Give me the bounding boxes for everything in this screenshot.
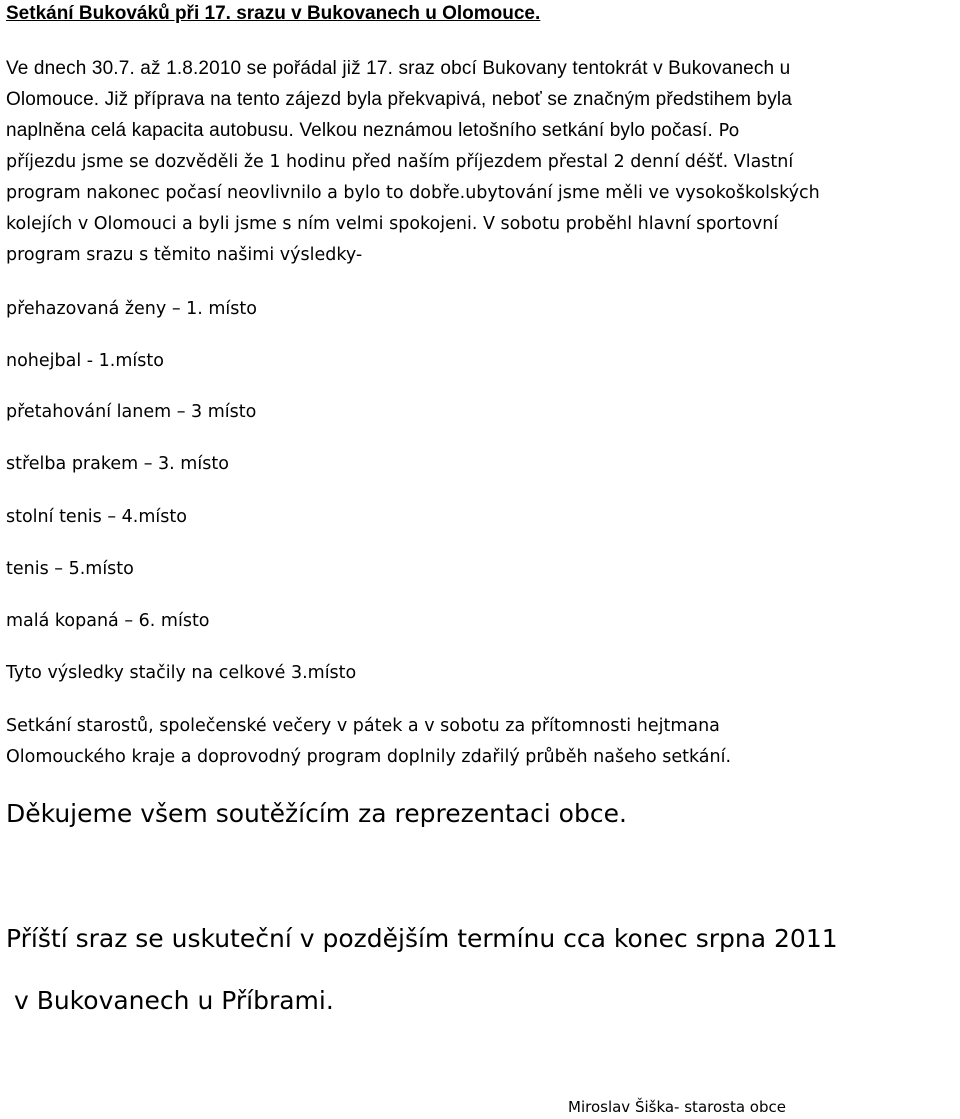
intro-line-text: naplněna celá kapacita autobusu. Velkou neznámou letošního setkání bylo počasí. (6, 120, 713, 141)
result-item: nohejbal - 1.místo (6, 351, 164, 371)
signature: Miroslav Šiška- starosta obce (568, 1098, 786, 1116)
next-meeting-line: Příští sraz se uskuteční v pozdějším termínu cca konec srpna 2011 (6, 924, 838, 953)
overall-result: Tyto výsledky stačily na celkové 3.místo (6, 663, 357, 683)
intro-line: Ve dnech 30.7. až 1.8.2010 se pořádal již 17. sraz obcí Bukovany tentokrát v Bukovanech u (6, 58, 791, 79)
body-line: příjezdu jsme se dozvěděli že 1 hodinu před naším příjezdem přestal 2 denní déšť. Vlastní (6, 152, 794, 172)
result-item: přetahování lanem – 3 místo (6, 402, 257, 422)
closing-line: Olomouckého kraje a doprovodný program doplnily zdařilý průběh našeho setkání. (6, 747, 732, 767)
body-line: program nakonec počasí neovlivnilo a bylo to dobře.ubytování jsme měli ve vysokoškolských (6, 183, 820, 203)
body-line: program srazu s těmito našimi výsledky- (6, 245, 363, 265)
intro-line-tail: Po (712, 121, 740, 141)
closing-line: Setkání starostů, společenské večery v pátek a v sobotu za přítomnosti hejtmana (6, 716, 720, 736)
result-item: malá kopaná – 6. místo (6, 611, 210, 631)
result-item: přehazovaná ženy – 1. místo (6, 299, 257, 319)
body-line: kolejích v Olomouci a byli jsme s ním velmi spokojeni. V sobotu proběhl hlavní sportovní (6, 214, 779, 234)
result-item: tenis – 5.místo (6, 559, 134, 579)
thanks-heading: Děkujeme všem soutěžícím za reprezentaci obce. (6, 799, 627, 828)
intro-line-last (6, 119, 740, 143)
intro-line: Olomouce. Již příprava na tento zájezd byla překvapivá, neboť se značným předstihem byla (6, 89, 793, 110)
result-item: střelba prakem – 3. místo (6, 454, 229, 474)
next-meeting-line: v Bukovanech u Příbrami. (6, 986, 334, 1015)
result-item: stolní tenis – 4.místo (6, 507, 187, 527)
document-title: Setkání Bukováků při 17. srazu v Bukovanech u Olomouce. (6, 3, 541, 24)
